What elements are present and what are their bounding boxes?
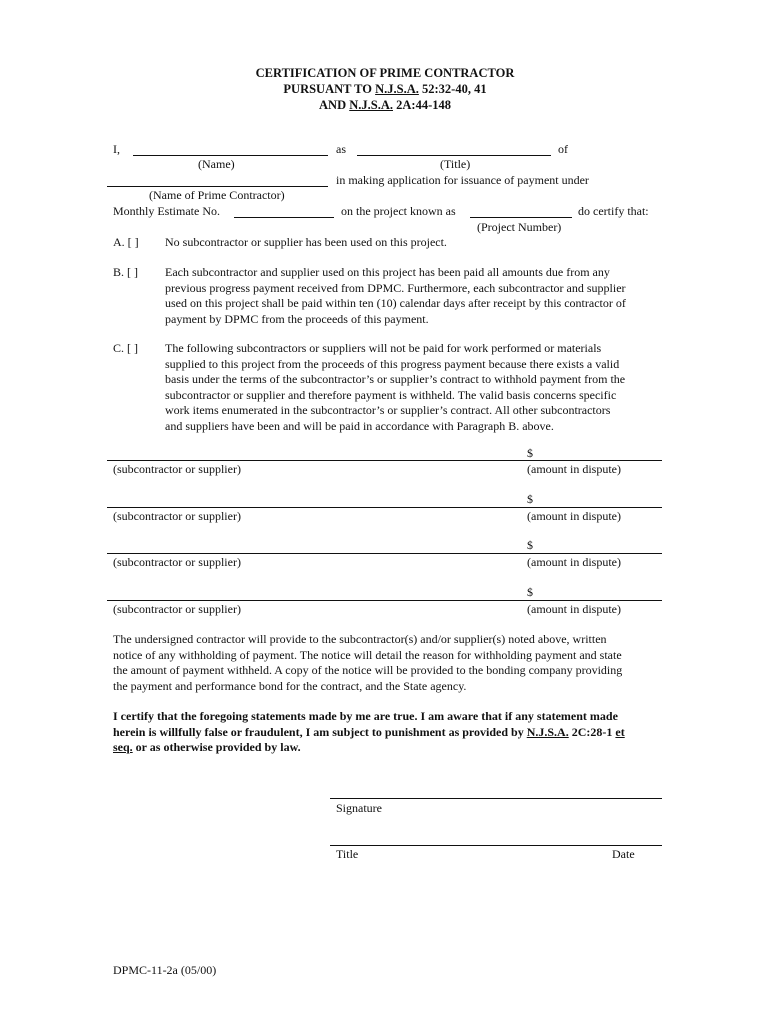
project-number-caption: (Project Number) — [477, 220, 562, 234]
name-caption: (Name) — [198, 157, 235, 171]
signature-title-label: Title — [336, 847, 359, 861]
form-title-line2: PURSUANT TO N.J.S.A. 52:32-40, 41 — [283, 82, 487, 96]
amount-caption: (amount in dispute) — [527, 509, 621, 523]
title-date-field[interactable] — [330, 845, 662, 846]
dispute-line[interactable] — [107, 460, 662, 461]
title-caption: (Title) — [440, 157, 471, 171]
project-number-field[interactable] — [470, 217, 572, 218]
prime-contractor-field[interactable] — [107, 186, 328, 187]
supplier-caption: (subcontractor or supplier) — [113, 462, 241, 476]
signature-date-label: Date — [612, 847, 635, 861]
option-c-checkbox[interactable]: C. [ ] — [113, 341, 138, 355]
project-known-as-label: on the project known as — [341, 204, 456, 218]
amount-caption: (amount in dispute) — [527, 602, 621, 616]
prime-contractor-caption: (Name of Prime Contractor) — [149, 188, 285, 202]
dispute-line[interactable] — [107, 600, 662, 601]
amount-dollar-sign: $ — [527, 446, 533, 460]
as-label: as — [336, 142, 346, 156]
certify-that-label: do certify that: — [578, 204, 649, 218]
title-field[interactable] — [357, 155, 551, 156]
signature-field[interactable] — [330, 798, 662, 799]
name-field[interactable] — [133, 155, 328, 156]
dispute-line[interactable] — [107, 553, 662, 554]
form-title-line3: AND N.J.S.A. 2A:44-148 — [319, 98, 451, 112]
certification-statement: I certify that the foregoing statements made by me are true. I am aware that if any statement made herein is willfully false or fraudulent, I am subject to punishment as provided by N.J.S.A. 2C:28-1 et seq. or as otherwise provided by law. — [113, 709, 625, 754]
option-c-text: The following subcontractors or suppliers will not be paid for work performed or materials supplied to this project from the proceeds of this progress payment because there exists a valid basis under the terms of the subcontractor’s or supplier’s contract to withhold payment from the subcontractor or supplier and therefore payment is withheld. The valid basis concerns specific work items enumerated in the subcontractor’s or supplier’s contract. All other subcontractors and suppliers have been and will be paid in accordance with Paragraph B. above. — [165, 341, 626, 433]
monthly-estimate-field[interactable] — [234, 217, 334, 218]
option-a-checkbox[interactable]: A. [ ] — [113, 235, 139, 249]
application-text: in making application for issuance of payment under — [336, 173, 589, 187]
of-label: of — [558, 142, 568, 156]
option-b-text: Each subcontractor and supplier used on this project has been paid all amounts due from any previous progress payment received from DPMC. Furthermore, each subcontractor and supplier used on this project shall be paid within ten (10) calendar days after receipt by this contractor of payment by DPMC from the proceeds of this payment. — [165, 265, 626, 326]
amount-dollar-sign: $ — [527, 492, 533, 506]
amount-dollar-sign: $ — [527, 585, 533, 599]
option-a-text: No subcontractor or supplier has been used on this project. — [165, 235, 447, 249]
supplier-caption: (subcontractor or supplier) — [113, 602, 241, 616]
supplier-caption: (subcontractor or supplier) — [113, 555, 241, 569]
dispute-line[interactable] — [107, 507, 662, 508]
supplier-caption: (subcontractor or supplier) — [113, 509, 241, 523]
signature-label: Signature — [336, 801, 382, 815]
option-b-checkbox[interactable]: B. [ ] — [113, 265, 138, 279]
notice-paragraph: The undersigned contractor will provide to the subcontractor(s) and/or supplier(s) noted above, written notice of any withholding of payment. The notice will detail the reason for withholding payment and state the amount of payment withheld. A copy of the notice will be provided to the bonding company providing the payment and performance bond for the contract, and the State agency. — [113, 632, 623, 693]
form-title: CERTIFICATION OF PRIME CONTRACTOR — [255, 66, 515, 80]
amount-caption: (amount in dispute) — [527, 462, 621, 476]
amount-caption: (amount in dispute) — [527, 555, 621, 569]
form-number: DPMC-11-2a (05/00) — [113, 963, 217, 977]
amount-dollar-sign: $ — [527, 538, 533, 552]
i-label: I, — [113, 142, 120, 156]
monthly-estimate-label: Monthly Estimate No. — [113, 204, 220, 218]
